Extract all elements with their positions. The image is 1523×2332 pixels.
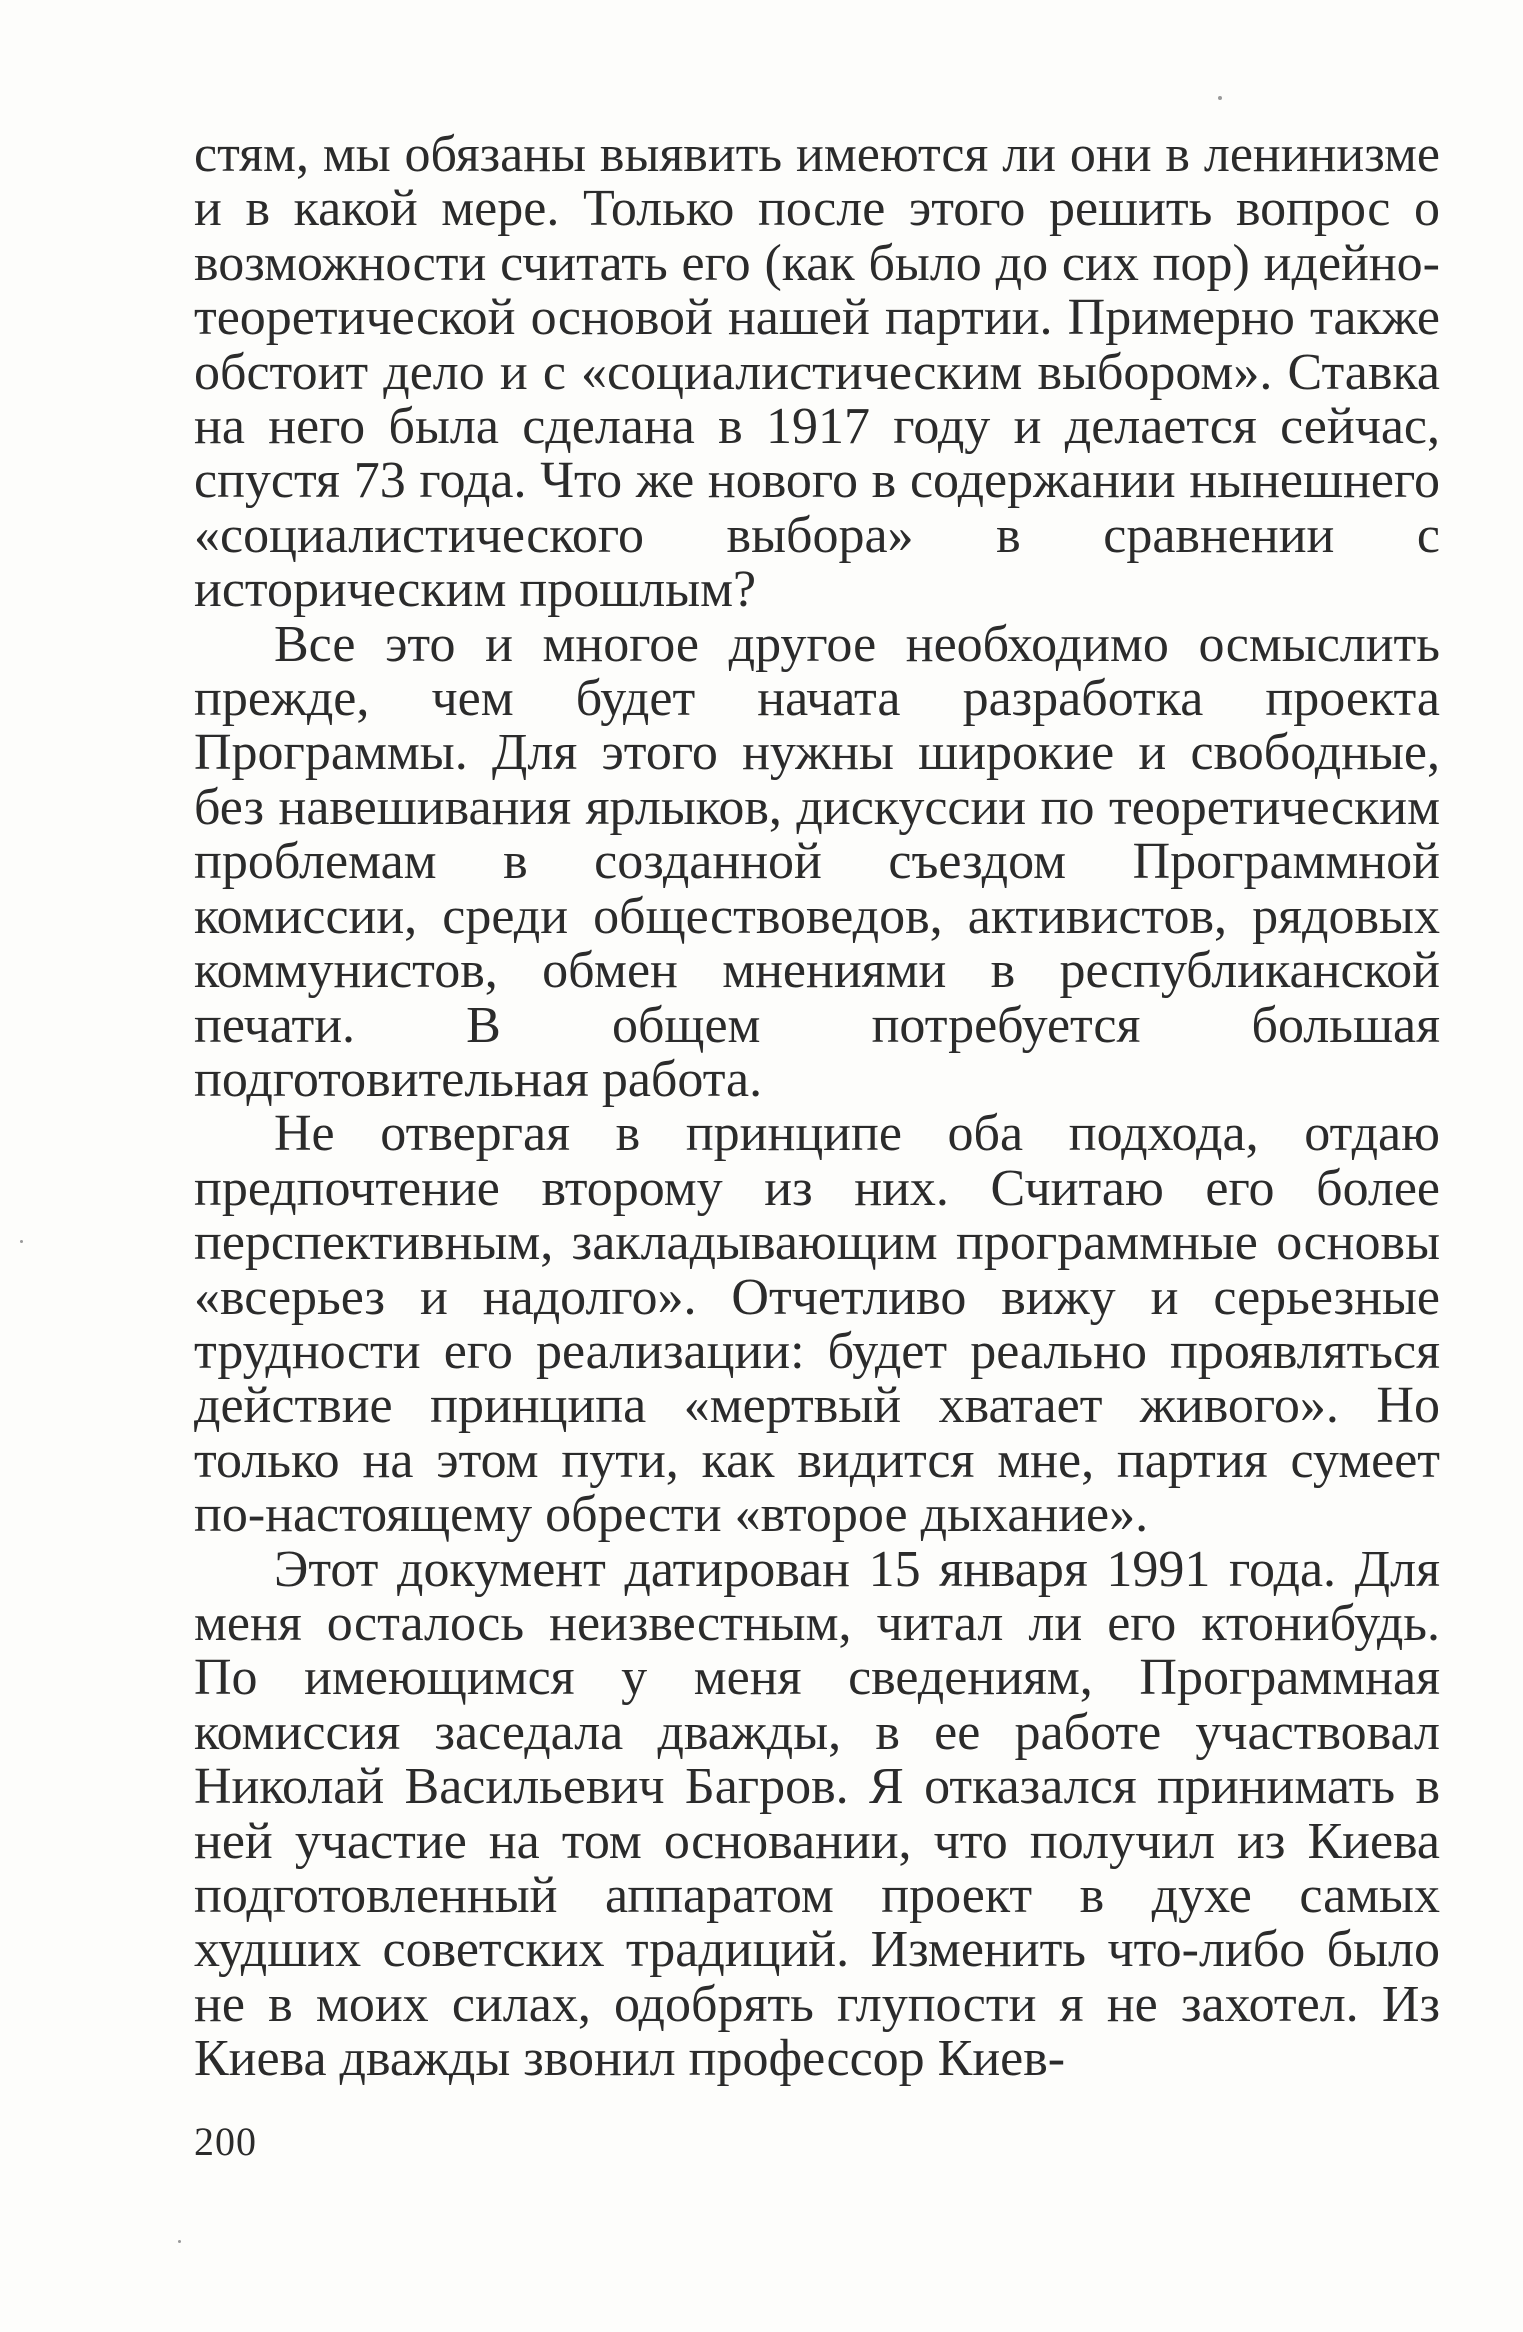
paragraph: Этот документ датирован 15 января 1991 года. Для меня осталось неизвестным, читал ли его ктонибудь. По имеющимся у меня сведениям, Программная комиссия заседала дважды, в ее работе участвовал Николай Васильевич Багров. Я отказался принимать в ней участие на том основании, что получил из Киева подготовленный аппаратом проект в духе самых худших советских традиций. Изменить что-либо было не в моих силах, одобрять глупости я не захотел. Из Киева дважды звонил профессор Киев- (194, 1540, 1440, 2088)
paragraph: стям, мы обязаны выявить имеются ли они в ленинизме и в какой мере. Только после этого решить вопрос о возможности считать его (как было до сих пор) идейно-теоретической основой нашей партии. Примерно также обстоит дело и с «социалистическим выбором». Ставка на него была сделана в 1917 году и делается сейчас, спустя 73 года. Что же нового в содержании нынешнего «социалистического выбора» в сравнении с историческим прошлым? (194, 126, 1440, 619)
print-speck (1218, 96, 1222, 100)
paragraph: Все это и многое другое необходимо осмыслить прежде, чем будет начата разработка проекта Программы. Для этого нужны широкие и свободные, без навешивания ярлыков, дискуссии по теоретическим проблемам в созданной съездом Программной комиссии, среди обществоведов, активистов, рядовых коммунистов, обмен мнениями в республиканской печати. В общем потребуется большая подготовительная работа. (194, 615, 1440, 1108)
page-number: 200 (194, 2119, 257, 2164)
paragraph: Не отвергая в принципе оба подхода, отдаю предпочтение второму из них. Считаю его более перспективным, закладывающим программные основы «всерьез и надолго». Отчетливо вижу и серьезные трудности его реализации: будет реально проявляться действие принципа «мертвый хватает живого». Но только на этом пути, как видится мне, партия сумеет по-настоящему обрести «второе дыхание». (194, 1105, 1440, 1544)
body-text (194, 128, 1440, 2087)
print-speck (20, 1240, 23, 1243)
print-speck (178, 2240, 181, 2243)
